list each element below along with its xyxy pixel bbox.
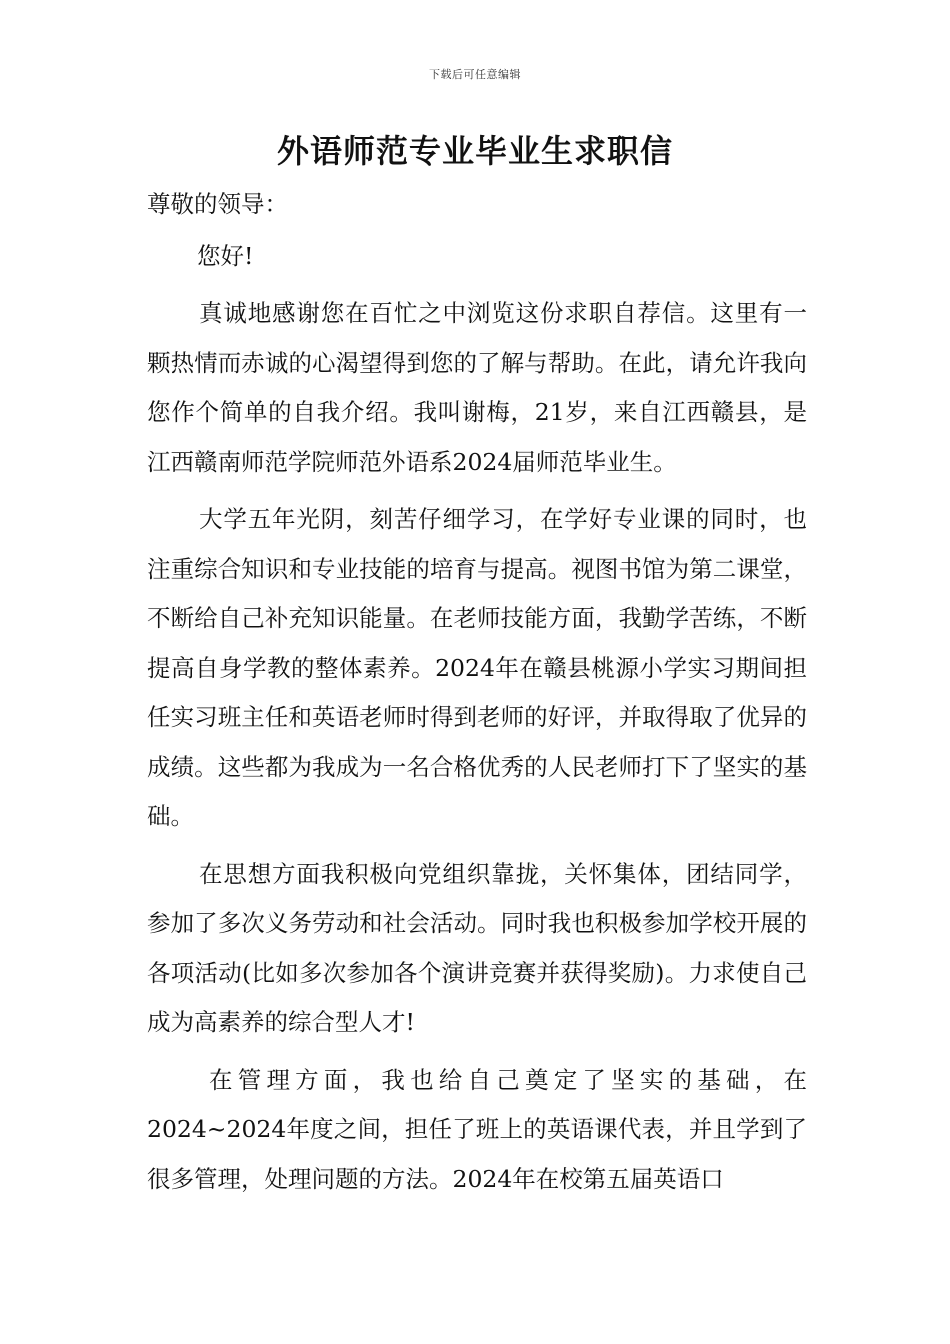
paragraph-study: 大学五年光阴，刻苦仔细学习，在学好专业课的同时，也注重综合知识和专业技能的培育与提高。视图书馆为第二课堂，不断给自己补充知识能量。在老师技能方面，我勤学苦练，不断提高自身学教的整体素养。2024年在赣县桃源小学实习期间担任实习班主任和英语老师时得到老师的好评，并取得取了优异的成绩。这些都为我成为一名合格优秀的人民老师打下了坚实的基础。 bbox=[147, 505, 807, 830]
salutation: 尊敬的领导： bbox=[147, 190, 288, 218]
document-title: 外语师范专业毕业生求职信 bbox=[276, 132, 673, 170]
letter-body bbox=[147, 180, 807, 1204]
greeting: 您好! bbox=[197, 241, 254, 270]
paragraph-ideology: 在思想方面我积极向党组织靠拢，关怀集体，团结同学，参加了多次义务劳动和社会活动。同时我也积极参加学校开展的各项活动(比如多次参加各个演讲竞赛并获得奖励)。力求使自己成为高素养的综合型人才! bbox=[147, 859, 807, 1036]
page-header-note: 下载后可任意编辑 bbox=[429, 68, 521, 81]
paragraph-management: 在管理方面，我也给自己奠定了坚实的基础，在2024~2024年度之间，担任了班上的英语课代表，并且学到了很多管理，处理问题的方法。2024年在校第五届英语口 bbox=[147, 1065, 807, 1193]
paragraph-intro: 真诚地感谢您在百忙之中浏览这份求职自荐信。这里有一颗热情而赤诚的心渴望得到您的了解与帮助。在此，请允许我向您作个简单的自我介绍。我叫谢梅，21岁，来自江西赣县，是江西赣南师范学院师范外语系2024届师范毕业生。 bbox=[147, 299, 807, 476]
